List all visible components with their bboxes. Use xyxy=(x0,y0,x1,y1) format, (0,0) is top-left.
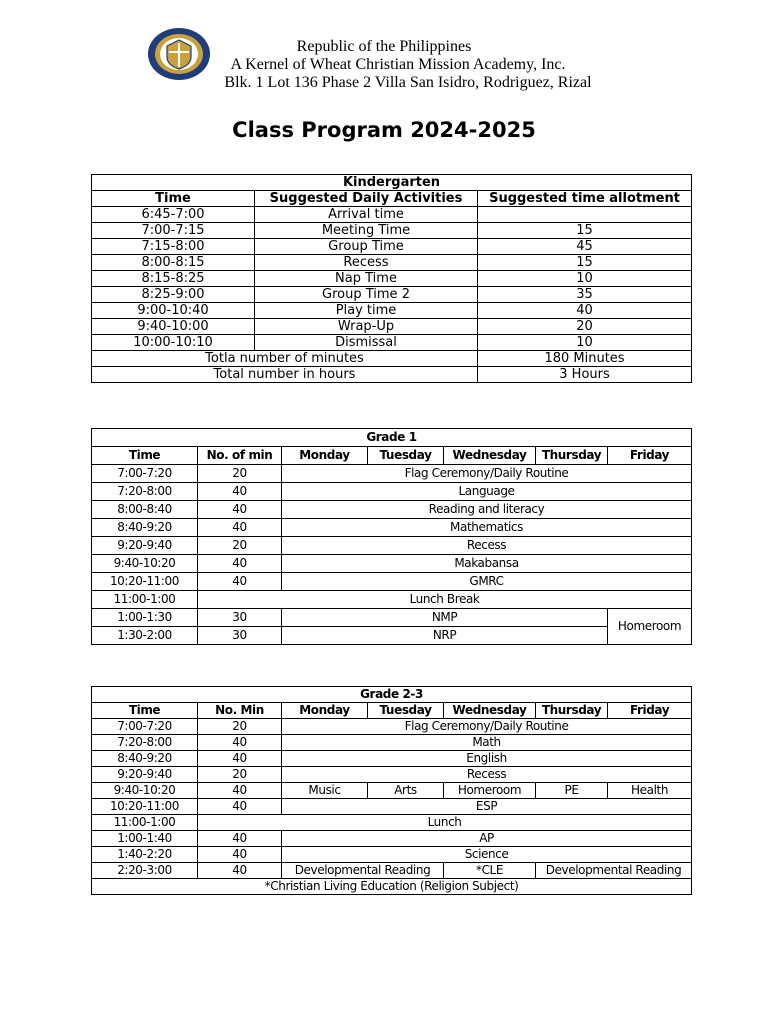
table-row xyxy=(92,483,692,501)
column-header: Tuesday xyxy=(368,703,444,719)
minutes-cell: 40 xyxy=(198,483,282,501)
activity-cell: Recess xyxy=(255,255,478,271)
minutes-cell: 40 xyxy=(198,831,282,847)
time-cell: 9:40-10:00 xyxy=(92,319,255,335)
time-cell: 8:40-9:20 xyxy=(92,751,198,767)
subject-cell: GMRC xyxy=(282,573,692,591)
table-row xyxy=(92,255,692,271)
table-row xyxy=(92,831,692,847)
time-cell: 11:00-1:00 xyxy=(92,815,198,831)
column-header: Time xyxy=(92,447,198,465)
allotment-cell: 20 xyxy=(478,319,692,335)
minutes-cell: 40 xyxy=(198,573,282,591)
column-header: Monday xyxy=(282,703,368,719)
monday-tuesday-cell: Developmental Reading xyxy=(282,863,444,879)
column-header: Wednesday xyxy=(444,447,536,465)
activity-cell: Group Time 2 xyxy=(255,287,478,303)
minutes-cell: 40 xyxy=(198,501,282,519)
column-header: Wednesday xyxy=(444,703,536,719)
minutes-cell: 20 xyxy=(198,719,282,735)
table-row xyxy=(92,537,692,555)
table-caption: Grade 2-3 xyxy=(92,687,692,703)
time-cell: 10:20-11:00 xyxy=(92,573,198,591)
time-cell: 11:00-1:00 xyxy=(92,591,198,609)
allotment-cell: 35 xyxy=(478,287,692,303)
column-header: Thursday xyxy=(536,703,608,719)
tuesday-cell: Arts xyxy=(368,783,444,799)
minutes-cell: 40 xyxy=(198,783,282,799)
table-row xyxy=(92,287,692,303)
activity-cell: Nap Time xyxy=(255,271,478,287)
monday-cell: Music xyxy=(282,783,368,799)
activity-cell: Dismissal xyxy=(255,335,478,351)
minutes-cell: 20 xyxy=(198,465,282,483)
time-cell: 8:25-9:00 xyxy=(92,287,255,303)
minutes-cell: 40 xyxy=(198,555,282,573)
time-cell: 8:00-8:15 xyxy=(92,255,255,271)
minutes-cell: 40 xyxy=(198,735,282,751)
total-minutes-label: Totla number of minutes xyxy=(92,351,478,367)
column-header: Monday xyxy=(282,447,368,465)
time-cell: 1:40-2:20 xyxy=(92,847,198,863)
subject-cell: NRP xyxy=(282,627,608,645)
table-row xyxy=(92,319,692,335)
page-title: Class Program 2024-2025 xyxy=(232,118,536,142)
time-cell: 1:30-2:00 xyxy=(92,627,198,645)
time-cell: 9:20-9:40 xyxy=(92,537,198,555)
time-cell: 9:20-9:40 xyxy=(92,767,198,783)
time-cell: 7:20-8:00 xyxy=(92,735,198,751)
time-cell: 7:00-7:20 xyxy=(92,465,198,483)
column-header: Suggested Daily Activities xyxy=(255,191,478,207)
total-hours-label: Total number in hours xyxy=(92,367,478,383)
time-cell: 7:00-7:15 xyxy=(92,223,255,239)
school-name: A Kernel of Wheat Christian Mission Academy, Inc. xyxy=(230,56,566,73)
activity-cell: Meeting Time xyxy=(255,223,478,239)
table-row xyxy=(92,751,692,767)
total-minutes-value: 180 Minutes xyxy=(478,351,692,367)
republic-line: Republic of the Philippines xyxy=(296,38,472,55)
subject-cell: ESP xyxy=(282,799,692,815)
allotment-cell: 15 xyxy=(478,255,692,271)
time-cell: 1:00-1:30 xyxy=(92,609,198,627)
subject-cell: Flag Ceremony/Daily Routine xyxy=(282,465,692,483)
column-header: Time xyxy=(92,703,198,719)
table-row xyxy=(92,335,692,351)
table-row xyxy=(92,719,692,735)
time-cell: 10:00-10:10 xyxy=(92,335,255,351)
friday-cell: Health xyxy=(608,783,692,799)
lunch-cell: Lunch xyxy=(198,815,692,831)
wednesday-cell: *CLE xyxy=(444,863,536,879)
table-row xyxy=(92,847,692,863)
column-header: Time xyxy=(92,191,255,207)
column-header: Tuesday xyxy=(368,447,444,465)
lunch-cell: Lunch Break xyxy=(198,591,692,609)
subject-cell: Recess xyxy=(282,767,692,783)
time-cell: 7:15-8:00 xyxy=(92,239,255,255)
table-row xyxy=(92,735,692,751)
total-hours-value: 3 Hours xyxy=(478,367,692,383)
column-header: Thursday xyxy=(536,447,608,465)
time-cell: 9:40-10:20 xyxy=(92,555,198,573)
column-header: No. of min xyxy=(198,447,282,465)
time-cell: 1:00-1:40 xyxy=(92,831,198,847)
minutes-cell: 40 xyxy=(198,751,282,767)
activity-cell: Arrival time xyxy=(255,207,478,223)
friday-homeroom-cell: Homeroom xyxy=(608,609,692,645)
activity-cell: Group Time xyxy=(255,239,478,255)
column-header: Friday xyxy=(608,447,692,465)
table-row xyxy=(92,767,692,783)
table-caption: Kindergarten xyxy=(92,175,692,191)
minutes-cell: 20 xyxy=(198,537,282,555)
table-row xyxy=(92,519,692,537)
minutes-cell: 40 xyxy=(198,799,282,815)
subject-cell: Recess xyxy=(282,537,692,555)
minutes-cell: 30 xyxy=(198,627,282,645)
table-row xyxy=(92,555,692,573)
time-cell: 9:40-10:20 xyxy=(92,783,198,799)
minutes-cell: 40 xyxy=(198,863,282,879)
time-cell: 8:15-8:25 xyxy=(92,271,255,287)
subject-cell: Makabansa xyxy=(282,555,692,573)
table-row xyxy=(92,501,692,519)
time-cell: 2:20-3:00 xyxy=(92,863,198,879)
subject-cell: Flag Ceremony/Daily Routine xyxy=(282,719,692,735)
allotment-cell: 10 xyxy=(478,335,692,351)
time-cell: 8:00-8:40 xyxy=(92,501,198,519)
minutes-cell: 30 xyxy=(198,609,282,627)
subject-cell: Math xyxy=(282,735,692,751)
allotment-cell: 10 xyxy=(478,271,692,287)
table-row xyxy=(92,207,692,223)
subject-cell: Science xyxy=(282,847,692,863)
time-cell: 8:40-9:20 xyxy=(92,519,198,537)
table-row xyxy=(92,465,692,483)
footnote: *Christian Living Education (Religion Subject) xyxy=(92,879,692,895)
column-header: Friday xyxy=(608,703,692,719)
table-row xyxy=(92,223,692,239)
school-address: Blk. 1 Lot 136 Phase 2 Villa San Isidro, Rodriguez, Rizal xyxy=(224,74,592,91)
grade1-table xyxy=(91,428,692,645)
subject-cell: Reading and literacy xyxy=(282,501,692,519)
table-row xyxy=(92,239,692,255)
minutes-cell: 40 xyxy=(198,519,282,537)
table-row xyxy=(92,303,692,319)
allotment-cell: 15 xyxy=(478,223,692,239)
time-cell: 6:45-7:00 xyxy=(92,207,255,223)
activity-cell: Play time xyxy=(255,303,478,319)
table-row xyxy=(92,573,692,591)
grade23-table xyxy=(91,686,692,895)
subject-cell: Mathematics xyxy=(282,519,692,537)
allotment-cell xyxy=(478,207,692,223)
minutes-cell: 20 xyxy=(198,767,282,783)
allotment-cell: 45 xyxy=(478,239,692,255)
subject-cell: Language xyxy=(282,483,692,501)
wednesday-cell: Homeroom xyxy=(444,783,536,799)
time-cell: 7:20-8:00 xyxy=(92,483,198,501)
thursday-cell: PE xyxy=(536,783,608,799)
time-cell: 7:00-7:20 xyxy=(92,719,198,735)
subject-cell: NMP xyxy=(282,609,608,627)
column-header: No. Min xyxy=(198,703,282,719)
minutes-cell: 40 xyxy=(198,847,282,863)
subject-cell: English xyxy=(282,751,692,767)
kindergarten-table xyxy=(91,174,692,383)
column-header: Suggested time allotment xyxy=(478,191,692,207)
table-caption: Grade 1 xyxy=(92,429,692,447)
thursday-friday-cell: Developmental Reading xyxy=(536,863,692,879)
table-row xyxy=(92,271,692,287)
time-cell: 10:20-11:00 xyxy=(92,799,198,815)
subject-cell: AP xyxy=(282,831,692,847)
allotment-cell: 40 xyxy=(478,303,692,319)
activity-cell: Wrap-Up xyxy=(255,319,478,335)
time-cell: 9:00-10:40 xyxy=(92,303,255,319)
